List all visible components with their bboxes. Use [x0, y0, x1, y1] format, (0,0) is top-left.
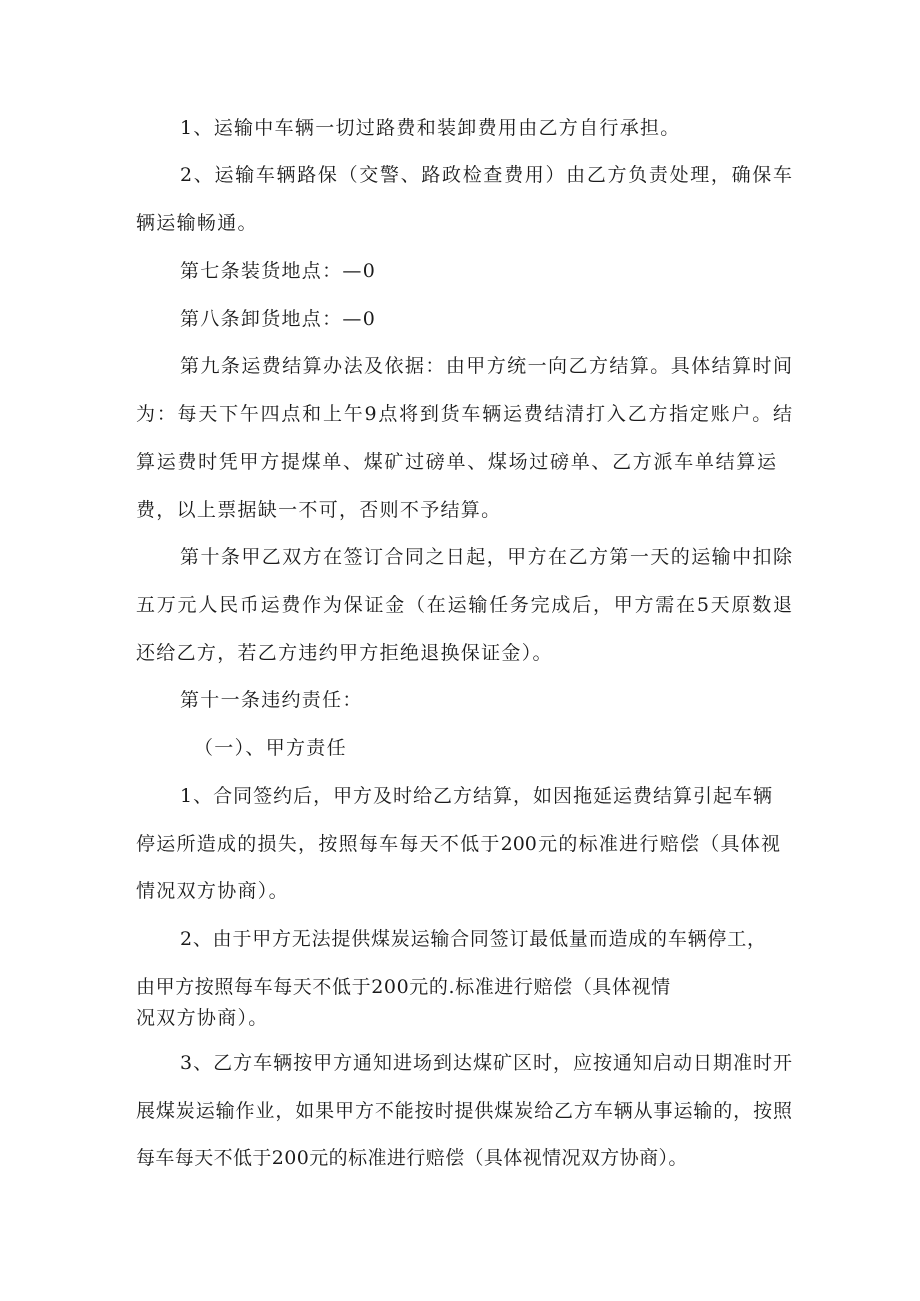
paragraph-line: 3、乙方车辆按甲方通知进场到达煤矿区时，应按通知启动日期准时开 [180, 1052, 792, 1074]
paragraph-line: 况双方协商）。 [136, 1007, 269, 1029]
paragraph-line: 还给乙方，若乙方违约甲方拒绝退换保证金）。 [136, 642, 553, 664]
paragraph-line: 为：每天下午四点和上午9点将到货车辆运费结清打入乙方指定账户。结 [136, 403, 792, 425]
paragraph-line: 每车每天不低于200元的标准进行赔偿（具体视情况双方协商）。 [136, 1147, 688, 1169]
paragraph-line: 情况双方协商）。 [136, 880, 289, 902]
paragraph-line: 1、合同签约后，甲方及时给乙方结算，如因拖延运费结算引起车辆 [180, 785, 772, 807]
paragraph-line: 停运所造成的损失，按照每车每天不低于200元的标准进行赔偿（具体视 [136, 833, 780, 855]
paragraph-line: 第十条甲乙双方在签订合同之日起，甲方在乙方第一天的运输中扣除 [180, 546, 792, 568]
paragraph-line: 第八条卸货地点：—0 [180, 308, 377, 330]
paragraph-line: 算运费时凭甲方提煤单、煤矿过磅单、煤场过磅单、乙方派车单结算运 [136, 451, 776, 473]
paragraph-line: 辆运输畅通。 [136, 212, 258, 234]
subsection-heading: （一）、甲方责任 [194, 737, 347, 759]
paragraph-line: 由甲方按照每车每天不低于200元的.标准进行赔偿（具体视情 [136, 976, 671, 998]
paragraph-line: 2、运输车辆路保（交警、路政检查费用）由乙方负责处理，确保车 [180, 164, 792, 186]
paragraph-line: 第九条运费结算办法及依据：由甲方统一向乙方结算。具体结算时间 [180, 355, 792, 377]
paragraph-line: 2、由于甲方无法提供煤炭运输合同签订最低量而造成的车辆停工， [180, 928, 766, 950]
section-heading: 第十一条违约责任： [180, 689, 363, 711]
paragraph-line: 第七条装货地点：—0 [180, 260, 377, 282]
paragraph-line: 费，以上票据缺一不可，否则不予结算。 [136, 499, 502, 521]
paragraph-line: 1、运输中车辆一切过路费和装卸费用由乙方自行承担。 [180, 117, 681, 139]
paragraph-line: 五万元人民币运费作为保证金（在运输任务完成后，甲方需在5天原数退 [136, 594, 792, 616]
paragraph-line: 展煤炭运输作业，如果甲方不能按时提供煤炭给乙方车辆从事运输的，按照 [136, 1100, 792, 1122]
